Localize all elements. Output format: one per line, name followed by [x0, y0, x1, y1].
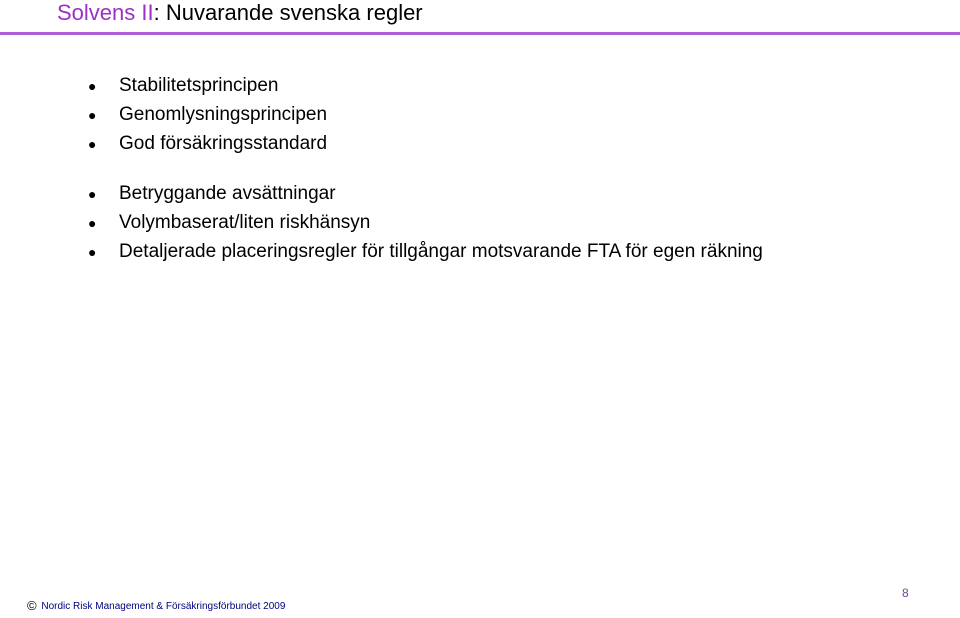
bullet-text: God försäkringsstandard — [119, 133, 328, 154]
bullet-text: Genomlysningsprincipen — [119, 104, 328, 125]
copyright-icon: © — [27, 598, 37, 613]
bullet-text: Volymbaserat/liten riskhänsyn — [119, 212, 371, 233]
bullet-item — [88, 132, 808, 156]
bullet-icon: ● — [88, 107, 97, 123]
bullet-text: Detaljerade placeringsregler för tillgångar motsvarande FTA för egen räkning — [119, 241, 763, 262]
page-number: 8 — [902, 586, 909, 600]
title-accent: Solvens II — [57, 0, 154, 25]
bullet-text: Betryggande avsättningar — [119, 183, 336, 204]
bullet-icon: ● — [88, 78, 97, 94]
slide-title — [57, 0, 423, 26]
title-divider — [0, 32, 960, 35]
bullet-icon: ● — [88, 244, 97, 260]
bullet-item — [88, 74, 808, 98]
bullet-item — [88, 182, 808, 206]
bullet-icon: ● — [88, 136, 97, 152]
title-rest: : Nuvarande svenska regler — [153, 0, 423, 25]
bullet-item — [88, 240, 808, 264]
footer — [27, 600, 285, 613]
bullet-list — [88, 74, 808, 264]
bullet-item — [88, 103, 808, 127]
bullet-text: Stabilitetsprincipen — [119, 75, 279, 96]
bullet-item — [88, 211, 808, 235]
footer-text: Nordic Risk Management & Försäkringsförbundet 2009 — [41, 601, 286, 612]
bullet-icon: ● — [88, 186, 97, 202]
bullet-icon: ● — [88, 215, 97, 231]
